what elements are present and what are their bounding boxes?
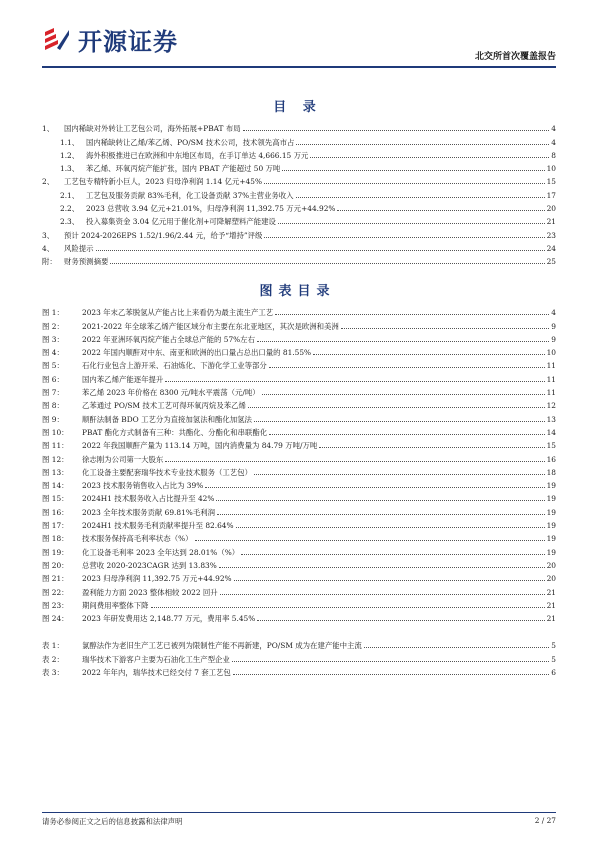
toc-entry-number: 图 18：	[42, 534, 69, 544]
toc-entry-number: 表 2：	[42, 654, 64, 664]
toc-title: 目 录	[273, 100, 322, 115]
toc-entry[interactable]	[42, 186, 556, 199]
toc-entry-number: 图 16：	[42, 507, 69, 517]
toc-entry-number: 1.3、	[60, 164, 80, 174]
toc-dot-leader	[110, 263, 544, 264]
brand-logo-icon	[42, 24, 72, 54]
toc-entry-title: 风险提示	[64, 243, 94, 253]
toc-entry-number: 图 19：	[42, 547, 69, 557]
toc-entry-number: 图 1：	[42, 308, 64, 318]
toc-entry-title: 徐志刚为公司第一大股东	[82, 454, 164, 464]
toc-dot-leader	[254, 421, 545, 422]
toc-entry-number: 表 1：	[42, 641, 64, 651]
toc-dot-leader	[216, 500, 544, 501]
toc-entry-number: 图 11：	[42, 441, 69, 451]
toc-dot-leader	[269, 434, 544, 435]
toc-dot-leader	[341, 328, 550, 329]
toc-entry-title: 氯醇法作为老旧生产工艺已被列为限制性产能不再新建，PO/SM 成为在建产能中主流	[82, 641, 362, 651]
toc-entry[interactable]	[42, 637, 556, 650]
toc-dot-leader	[310, 157, 549, 158]
toc-entry[interactable]	[42, 464, 556, 477]
toc-entry-page: 4	[551, 137, 556, 147]
toc-entry-number: 1、	[42, 124, 55, 134]
toc-entry-title: 投入募集资金 3.04 亿元用于催化剂+可降解塑料产能建设	[86, 217, 276, 227]
toc-dot-leader	[233, 674, 549, 675]
toc-dot-leader	[151, 607, 545, 608]
toc-entry[interactable]	[42, 503, 556, 516]
tables-toc-list	[42, 637, 556, 677]
toc-entry[interactable]	[42, 650, 556, 663]
toc-entry-number: 图 22：	[42, 587, 69, 597]
toc-entry-number: 4、	[42, 243, 55, 253]
toc-entry-title: 石化行业包含上游开采、石油炼化、下游化学工业等部分	[82, 361, 267, 371]
toc-dot-leader	[248, 407, 545, 408]
toc-entry[interactable]	[42, 213, 556, 226]
toc-entry-title: 国内稀缺对外转让工艺包公司，海外拓展+PBAT 布局	[64, 124, 241, 134]
footer-disclaimer: 请务必参阅正文之后的信息披露和法律声明	[42, 817, 183, 826]
toc-entry-title: 2022 年年内，瑞华技术已经交付 7 套工艺包	[82, 667, 231, 677]
toc-entry-number: 2.2、	[60, 204, 80, 214]
toc-entry-number: 图 6：	[42, 374, 64, 384]
toc-entry-page: 21	[546, 614, 556, 624]
toc-entry-number: 图 17：	[42, 521, 69, 531]
toc-entry[interactable]	[42, 583, 556, 596]
toc-dot-leader	[254, 474, 545, 475]
figures-toc-list	[42, 304, 556, 623]
toc-entry-page: 11	[546, 388, 556, 398]
toc-entry-page: 11	[546, 374, 556, 384]
toc-entry[interactable]	[42, 253, 556, 266]
toc-entry-title: 期间费用率整体下降	[82, 600, 149, 610]
toc-dot-leader	[262, 394, 545, 395]
toc-entry-page: 17	[546, 190, 556, 200]
toc-entry-number: 3、	[42, 230, 55, 240]
toc-entry-number: 图 23：	[42, 600, 69, 610]
toc-entry-page: 4	[551, 308, 556, 318]
toc-dot-leader	[364, 647, 550, 648]
toc-entry[interactable]	[42, 317, 556, 330]
toc-entry-page: 20	[546, 574, 556, 584]
toc-entry-number: 1.1、	[60, 137, 80, 147]
toc-entry[interactable]	[42, 160, 556, 173]
toc-entry-number: 图 9：	[42, 414, 64, 424]
toc-entry-title: 国内苯乙烯产能逐年提升	[82, 374, 164, 384]
toc-entry-page: 8	[551, 150, 556, 160]
toc-dot-leader	[275, 314, 549, 315]
toc-list	[42, 120, 556, 266]
toc-entry-page: 20	[546, 560, 556, 570]
toc-entry[interactable]	[42, 304, 556, 317]
toc-entry-page: 25	[546, 257, 556, 267]
toc-entry[interactable]	[42, 477, 556, 490]
page-number: 2 / 27	[534, 816, 556, 825]
toc-entry-title: 工艺包专精特新小巨人，2023 归母净利润 1.14 亿元+45%	[64, 177, 262, 187]
toc-entry-title: 2022 年亚洲环氧丙烷产能占全球总产能的 57%左右	[82, 334, 255, 344]
toc-entry-title: 2023 总营收 3.94 亿元+21.01%，归母净利润 11,392.75 万元+44.92%	[86, 204, 336, 214]
toc-entry[interactable]	[42, 450, 556, 463]
toc-entry[interactable]	[42, 397, 556, 410]
toc-entry-number: 附：	[42, 257, 57, 267]
toc-dot-leader	[313, 354, 545, 355]
toc-entry-number: 图 20：	[42, 560, 69, 570]
toc-entry[interactable]	[42, 226, 556, 239]
toc-entry-title: 苯乙烯、环氧丙烷产能扩张，国内 PBAT 产能超过 50 万吨	[86, 164, 281, 174]
toc-dot-leader	[234, 580, 545, 581]
header-divider	[42, 66, 556, 68]
toc-dot-leader	[220, 594, 545, 595]
toc-entry-page: 24	[546, 243, 556, 253]
toc-entry-title: 2023 年末乙苯脱氢从产能占比上来看仍为最主流生产工艺	[82, 308, 274, 318]
brand-logo	[42, 22, 178, 56]
toc-entry-page: 14	[546, 427, 556, 437]
toc-entry-title: 财务预测摘要	[64, 257, 109, 267]
toc-dot-leader	[296, 197, 545, 198]
toc-dot-leader	[296, 144, 549, 145]
toc-entry[interactable]	[42, 490, 556, 503]
toc-entry[interactable]	[42, 570, 556, 583]
toc-entry[interactable]	[42, 120, 556, 133]
toc-entry-title: 预计 2024-2026EPS 1.52/1.96/2.44 元，给予“增持”评级	[64, 230, 263, 240]
toc-dot-leader	[217, 514, 545, 515]
toc-entry-number: 图 10：	[42, 427, 69, 437]
toc-entry[interactable]	[42, 424, 556, 437]
toc-entry-page: 16	[546, 454, 556, 464]
toc-dot-leader	[243, 130, 550, 131]
toc-dot-leader	[269, 367, 545, 368]
toc-entry-page: 18	[546, 467, 556, 477]
toc-entry-title: 2022 年我国顺酐产量为 113.14 万吨，国内消费量为 84.79 万吨/万吨	[82, 441, 318, 451]
toc-entry-title: 2023 全年技术服务贡献 69.81%毛利润	[82, 507, 215, 517]
toc-entry-title: 顺酐法制备 BDO 工艺分为直接加氢法和酯化加氢法	[82, 414, 252, 424]
toc-entry-page: 13	[546, 414, 556, 424]
toc-entry-number: 2.3、	[60, 217, 80, 227]
toc-entry-title: 国内稀缺转让乙烯/苯乙烯、PO/SM 技术公司，技术领先高市占	[86, 137, 295, 147]
toc-dot-leader	[236, 527, 545, 528]
toc-entry-title: 工艺包及服务贡献 83%毛利，化工设备贡献 37%主营业务收入	[86, 190, 294, 200]
toc-entry-title: 海外积极推进已在欧洲和中东地区布局，在手订单达 4,666.15 万元	[86, 150, 309, 160]
toc-entry[interactable]	[42, 240, 556, 253]
toc-entry[interactable]	[42, 331, 556, 344]
toc-entry-number: 2、	[42, 177, 55, 187]
toc-entry-number: 图 5：	[42, 361, 64, 371]
toc-entry-page: 4	[551, 124, 556, 134]
toc-entry[interactable]	[42, 200, 556, 213]
toc-entry[interactable]	[42, 133, 556, 146]
footer-divider	[42, 812, 556, 813]
toc-entry-page: 21	[546, 217, 556, 227]
toc-entry-page: 21	[546, 587, 556, 597]
toc-entry-title: 2021-2022 年全球苯乙烯产能区域分布主要在东北亚地区，其次是欧洲和美洲	[82, 321, 339, 331]
toc-entry-title: 2023 归母净利润 11,392.75 万元+44.92%	[82, 574, 232, 584]
toc-dot-leader	[257, 620, 544, 621]
toc-dot-leader	[219, 567, 545, 568]
toc-entry[interactable]	[42, 437, 556, 450]
toc-entry-title: 盈利能力方面 2023 整体相较 2022 回升	[82, 587, 218, 597]
toc-entry-number: 图 2：	[42, 321, 64, 331]
toc-entry[interactable]	[42, 557, 556, 570]
toc-dot-leader	[205, 487, 544, 488]
toc-entry-page: 19	[546, 521, 556, 531]
toc-entry-page: 6	[551, 667, 556, 677]
toc-entry-title: PBAT 酯化方式制备有三种：共酯化、分酯化和串联酯化	[82, 427, 268, 437]
toc-entry[interactable]	[42, 610, 556, 623]
toc-dot-leader	[96, 250, 545, 251]
report-type-label: 北交所首次覆盖报告	[474, 52, 556, 62]
toc-entry-title: 2023 年研发费用达 2,148.77 万元，费用率 5.45%	[82, 614, 256, 624]
toc-entry-page: 19	[546, 547, 556, 557]
toc-entry-number: 2.1、	[60, 190, 80, 200]
toc-entry-page: 9	[551, 334, 556, 344]
toc-entry[interactable]	[42, 543, 556, 556]
toc-entry-title: 乙苯通过 PO/SM 技术工艺可得环氧丙烷及苯乙烯	[82, 401, 246, 411]
toc-dot-leader	[319, 447, 544, 448]
toc-entry-page: 5	[551, 654, 556, 664]
toc-entry-page: 19	[546, 534, 556, 544]
toc-entry-page: 21	[546, 600, 556, 610]
page-header	[42, 14, 556, 66]
toc-entry-page: 9	[551, 321, 556, 331]
toc-entry-title: 2024H1 技术服务收入占比提升至 42%	[82, 494, 215, 504]
toc-entry[interactable]	[42, 344, 556, 357]
toc-entry-page: 11	[546, 361, 556, 371]
toc-dot-leader	[264, 237, 544, 238]
toc-entry-title: 2024H1 技术服务毛利贡献率提升至 82.64%	[82, 521, 234, 531]
toc-entry-number: 1.2、	[60, 150, 80, 160]
toc-entry-title: 2022 年国内顺酐对中东、南亚和欧洲的出口量占总出口量的 81.55%	[82, 348, 312, 358]
brand-name: 开源证券	[78, 27, 178, 56]
toc-entry[interactable]	[42, 664, 556, 677]
toc-entry[interactable]	[42, 597, 556, 610]
toc-entry-page: 19	[546, 494, 556, 504]
toc-entry-number: 图 8：	[42, 401, 64, 411]
toc-entry-title: 化工设备主要配套瑞华技术专业技术服务（工艺包）	[82, 467, 252, 477]
toc-entry-page: 10	[546, 164, 556, 174]
toc-entry-number: 图 21：	[42, 574, 69, 584]
toc-entry[interactable]	[42, 410, 556, 423]
toc-entry[interactable]	[42, 147, 556, 160]
figures-toc-title: 图表目录	[259, 284, 336, 299]
toc-dot-leader	[282, 170, 544, 171]
toc-entry-page: 19	[546, 507, 556, 517]
toc-dot-leader	[165, 461, 544, 462]
toc-entry-number: 图 14：	[42, 481, 69, 491]
toc-dot-leader	[257, 341, 549, 342]
toc-entry-title: 瑞华技术下游客户主要为石油化工生产型企业	[82, 654, 230, 664]
toc-entry-number: 图 7：	[42, 388, 64, 398]
toc-entry-title: 化工设备毛利率 2023 全年达到 28.01%（%）	[82, 547, 240, 557]
toc-entry-page: 23	[546, 230, 556, 240]
toc-entry-number: 图 4：	[42, 348, 64, 358]
toc-entry-page: 10	[546, 348, 556, 358]
toc-entry-number: 图 12：	[42, 454, 69, 464]
toc-entry[interactable]	[42, 370, 556, 383]
toc-entry-page: 15	[546, 177, 556, 187]
toc-dot-leader	[337, 210, 544, 211]
toc-entry-page: 15	[546, 441, 556, 451]
toc-dot-leader	[264, 183, 545, 184]
toc-entry-number: 图 24：	[42, 614, 69, 624]
toc-entry-page: 20	[546, 204, 556, 214]
toc-entry[interactable]	[42, 173, 556, 186]
toc-entry-title: 苯乙烯 2023 年价格在 8300 元/吨水平震荡（元/吨）	[82, 388, 260, 398]
toc-entry-page: 5	[551, 641, 556, 651]
toc-entry-number: 图 13：	[42, 467, 69, 477]
toc-entry-title: 技术服务保持高毛利率状态（%）	[82, 534, 193, 544]
toc-entry-title: 总营收 2020-2023CAGR 达到 13.83%	[82, 560, 217, 570]
toc-entry-page: 12	[546, 401, 556, 411]
toc-entry-number: 图 15：	[42, 494, 69, 504]
toc-dot-leader	[278, 223, 545, 224]
toc-entry-title: 2023 技术服务销售收入占比为 39%	[82, 481, 204, 491]
toc-dot-leader	[165, 381, 544, 382]
toc-dot-leader	[241, 554, 544, 555]
toc-entry[interactable]	[42, 517, 556, 530]
toc-entry-page: 19	[546, 481, 556, 491]
toc-dot-leader	[195, 540, 545, 541]
toc-entry-number: 图 3：	[42, 334, 64, 344]
toc-entry[interactable]	[42, 530, 556, 543]
toc-dot-leader	[232, 661, 549, 662]
toc-entry-number: 表 3：	[42, 667, 64, 677]
toc-entry[interactable]	[42, 384, 556, 397]
toc-entry[interactable]	[42, 357, 556, 370]
